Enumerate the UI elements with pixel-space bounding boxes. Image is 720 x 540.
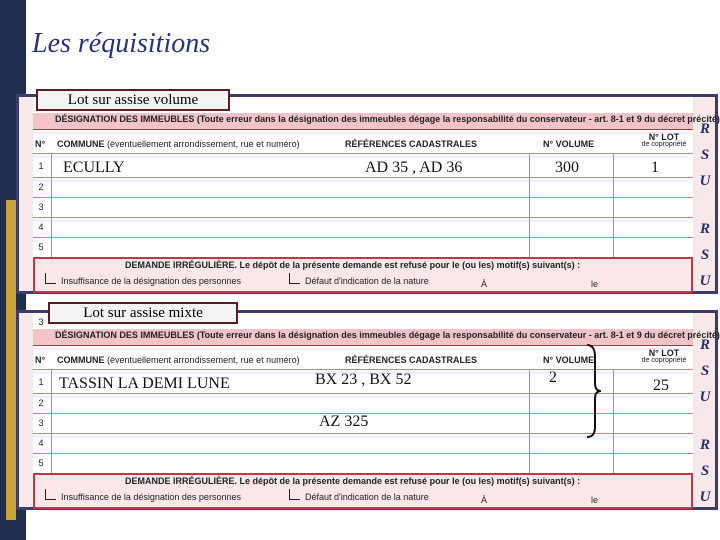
volume-value[interactable]: 300 — [555, 159, 579, 176]
col-volume: N° VOLUME — [543, 139, 595, 149]
col-divider — [613, 153, 614, 257]
col-commune-sub: (éventuellement arrondissement, rue et numéro) — [107, 139, 300, 149]
lot-value[interactable]: 25 — [653, 377, 669, 394]
option-insufficiency: Insuffisance de la désignation des personnes — [61, 492, 241, 502]
side-letter: U — [699, 273, 711, 289]
option-le: le — [591, 279, 599, 289]
row-divider — [33, 153, 693, 154]
col-no: N° — [35, 355, 46, 365]
checkbox-corner[interactable] — [289, 273, 300, 284]
row-number: 2 — [38, 182, 44, 192]
section-label-volume: Lot sur assise volume — [36, 89, 230, 111]
side-letters — [695, 97, 715, 291]
col-lot-sub: de copropriété — [641, 357, 687, 364]
accent-stripe — [6, 200, 16, 520]
commune-value[interactable]: TASSIN LA DEMI LUNE — [59, 375, 230, 392]
col-commune-label: COMMUNE — [57, 355, 105, 365]
side-letter: U — [699, 489, 711, 505]
col-lot-sub: de copropriété — [641, 141, 687, 148]
designation-header: DÉSIGNATION DES IMMEUBLES (Toute erreur dans la désignation des immeubles dégage la responsabilité du conservateur - art. 8-1 et 9 du décret précité) — [55, 330, 720, 340]
row-number: 4 — [38, 222, 44, 232]
side-letter: R — [699, 121, 710, 137]
option-nature: Défaut d'indication de la nature — [305, 492, 429, 502]
col-commune-label: COMMUNE — [57, 139, 105, 149]
col-lot-label: N° LOT — [648, 132, 680, 142]
irregular-title: DEMANDE IRRÉGULIÈRE. Le dépôt de la présente demande est refusé pour le (ou les) motif(s) suivant(s) : — [125, 260, 581, 270]
option-a: À — [481, 495, 488, 505]
stray-row-number: 3 — [38, 317, 44, 327]
page-title: Les réquisitions — [32, 28, 211, 59]
side-letter: R — [699, 221, 710, 237]
side-letter: U — [699, 173, 711, 189]
row-number: 2 — [38, 398, 44, 408]
row-number: 1 — [38, 161, 44, 171]
col-divider — [529, 369, 530, 473]
designation-header-band — [33, 113, 720, 130]
side-letter: R — [699, 337, 710, 353]
col-no: N° — [35, 139, 46, 149]
side-letter: R — [699, 437, 710, 453]
form-body — [33, 313, 720, 507]
col-commune-sub: (éventuellement arrondissement, rue et numéro) — [107, 355, 300, 365]
col-lot-label: N° LOT — [648, 348, 680, 358]
row-divider — [33, 237, 693, 238]
commune-value[interactable]: ECULLY — [63, 159, 125, 176]
side-letter: S — [700, 363, 710, 379]
form-body — [33, 97, 720, 291]
requisition-form-mixte — [16, 310, 718, 510]
row-number: 5 — [38, 242, 44, 252]
col-refs: RÉFÉRENCES CADASTRALES — [345, 355, 478, 365]
option-insufficiency: Insuffisance de la désignation des personnes — [61, 276, 241, 286]
row-divider — [33, 197, 693, 198]
col-commune — [57, 355, 300, 365]
col-divider — [613, 369, 614, 473]
row-number: 4 — [38, 438, 44, 448]
option-nature: Défaut d'indication de la nature — [305, 276, 429, 286]
side-letter: S — [700, 247, 710, 263]
irregular-request-box — [33, 473, 693, 509]
option-le: le — [591, 495, 599, 505]
col-volume: N° VOLUME — [543, 355, 595, 365]
side-letter: S — [700, 147, 710, 163]
checkbox-corner[interactable] — [45, 489, 56, 500]
col-divider — [51, 369, 52, 473]
side-letters — [695, 313, 715, 507]
option-a: À — [481, 279, 488, 289]
refs-value-2[interactable]: AZ 325 — [319, 413, 369, 430]
volume-value[interactable]: 2 — [549, 369, 557, 386]
lot-value[interactable]: 1 — [651, 159, 659, 176]
refs-value[interactable]: AD 35 , AD 36 — [365, 159, 463, 176]
irregular-request-box — [33, 257, 693, 293]
col-lot — [629, 133, 699, 149]
col-refs: RÉFÉRENCES CADASTRALES — [345, 139, 478, 149]
row-number: 3 — [38, 202, 44, 212]
side-letter: S — [700, 463, 710, 479]
irregular-title: DEMANDE IRRÉGULIÈRE. Le dépôt de la présente demande est refusé pour le (ou les) motif(s) suivant(s) : — [125, 476, 581, 486]
designation-header: DÉSIGNATION DES IMMEUBLES (Toute erreur dans la désignation des immeubles dégage la responsabilité du conservateur - art. 8-1 et 9 du décret précité) — [55, 114, 720, 124]
refs-value[interactable]: BX 23 , BX 52 — [315, 371, 412, 388]
row-number: 1 — [38, 377, 44, 387]
row-divider — [33, 217, 693, 218]
col-commune — [57, 139, 300, 149]
row-number: 5 — [38, 458, 44, 468]
row-number: 3 — [38, 418, 44, 428]
checkbox-corner[interactable] — [289, 489, 300, 500]
row-divider — [33, 453, 693, 454]
brace-icon — [581, 343, 605, 439]
section-label-mixte: Lot sur assise mixte — [48, 302, 238, 324]
col-divider — [51, 153, 52, 257]
col-lot — [629, 349, 699, 365]
requisition-form-volume — [16, 94, 718, 294]
checkbox-corner[interactable] — [45, 273, 56, 284]
col-divider — [529, 153, 530, 257]
side-letter: U — [699, 389, 711, 405]
row-divider — [33, 177, 693, 178]
